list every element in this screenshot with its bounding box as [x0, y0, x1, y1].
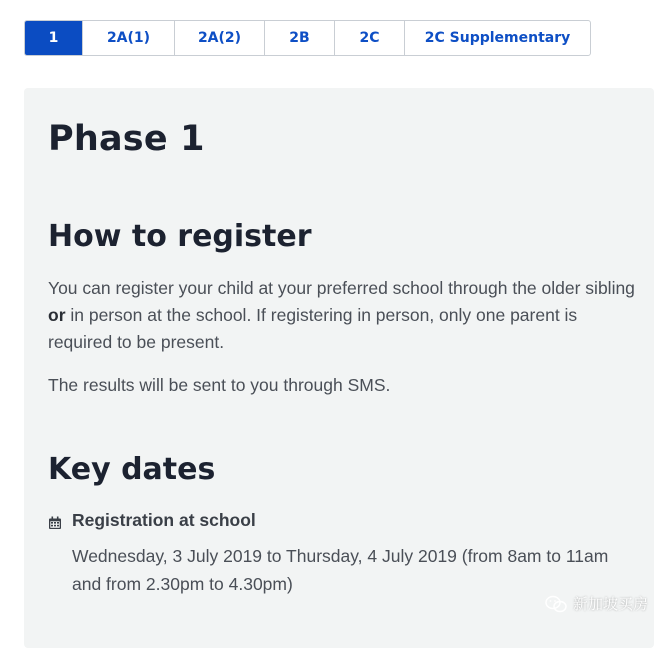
how-text-part2: in person at the school. If registering in person, only one parent is required to be present. [48, 305, 577, 352]
tab-phase-2a1[interactable]: 2A(1) [82, 21, 174, 55]
page-title: Phase 1 [48, 119, 205, 159]
tab-phase-1[interactable]: 1 [25, 21, 82, 55]
key-dates-heading: Key dates [48, 452, 215, 487]
tab-phase-2c-supplementary[interactable]: 2C Supplementary [404, 21, 590, 55]
registration-label: Registration at school [72, 510, 256, 531]
how-to-register-text [48, 275, 638, 356]
results-text: The results will be sent to you through SMS. [48, 372, 638, 399]
calendar-icon [48, 514, 62, 528]
wechat-icon [545, 595, 567, 613]
tab-phase-2c[interactable]: 2C [334, 21, 404, 55]
how-text-bold: or [48, 305, 66, 325]
registration-label-row [48, 510, 256, 531]
tab-phase-2a2[interactable]: 2A(2) [174, 21, 264, 55]
tab-phase-2b[interactable]: 2B [264, 21, 334, 55]
watermark-text: 新加坡买房 [573, 593, 648, 614]
how-text-part1: You can register your child at your preferred school through the older sibling [48, 278, 635, 298]
how-to-register-heading: How to register [48, 219, 312, 254]
phase-panel [24, 88, 654, 648]
watermark [545, 593, 648, 614]
phase-tabs [24, 20, 591, 56]
registration-dates: Wednesday, 3 July 2019 to Thursday, 4 July 2019 (from 8am to 11am and from 2.30pm to 4.30pm) [72, 542, 642, 598]
